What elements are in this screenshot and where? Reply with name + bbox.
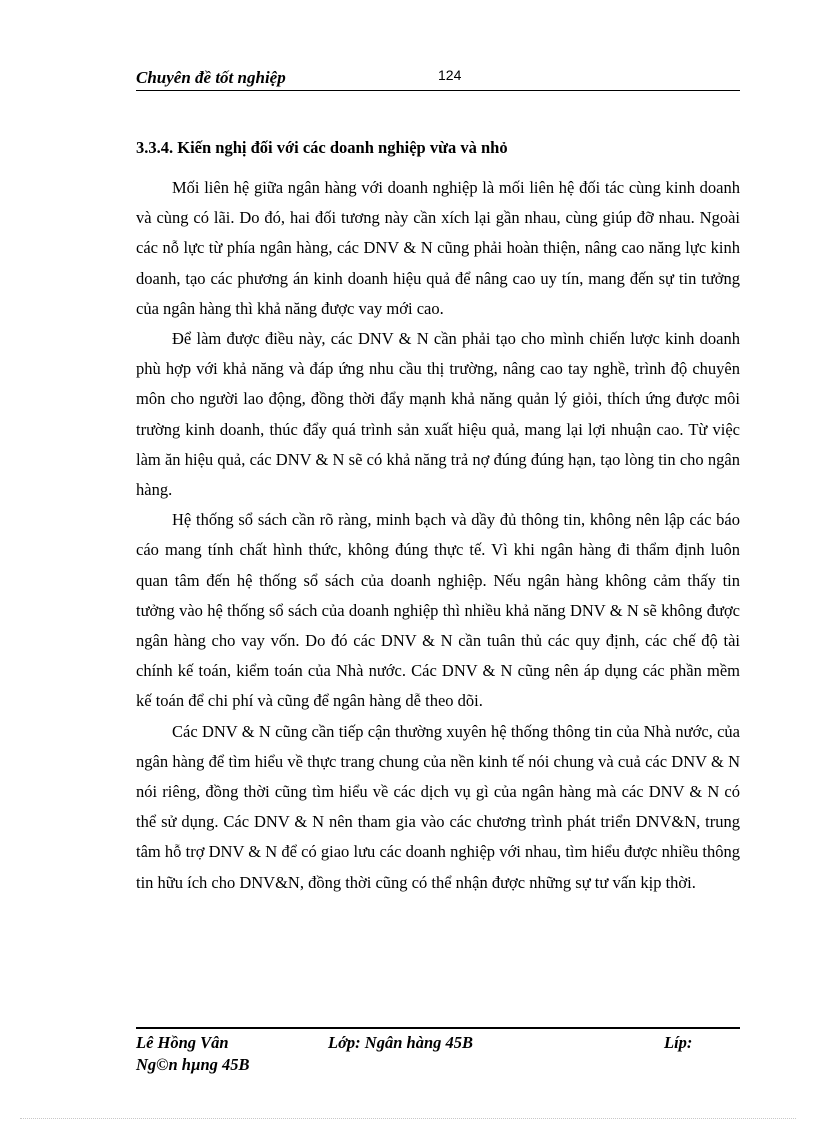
- footer-lip-label: Líp:: [664, 1033, 693, 1052]
- section-heading: 3.3.4. Kiến nghị đối với các doanh nghiệp vừa và nhỏ: [136, 138, 508, 157]
- footer-author: Lê Hồng Vân: [136, 1033, 229, 1052]
- footer-class-encoded: Ng©n hµng 45B: [136, 1055, 250, 1074]
- paragraph: Mối liên hệ giữa ngân hàng với doanh nghiệp là mối liên hệ đối tác cùng kinh doanh và cùng có lãi. Do đó, hai đối tương này cần xích lại gần nhau, cùng giúp đỡ nhau. Ngoài các nỗ lực từ phía ngân hàng, các DNV & N cũng phải hoàn thiện, nâng cao năng lực kinh doanh, tạo các phương án kinh doanh hiệu quả để nâng cao uy tín, mang đến sự tin tưởng của ngân hàng thì khả năng được vay mới cao.: [136, 178, 740, 318]
- page-number: 124: [438, 67, 462, 83]
- footer-divider: [136, 1027, 740, 1029]
- paragraph: Các DNV & N cũng cần tiếp cận thường xuyên hệ thống thông tin của Nhà nước, của ngân hàng để tìm hiểu về thực trang chung của nền kinh tế nói chung và cuả các DNV & N nói riêng, đồng thời cũng tìm hiểu về các dịch vụ gì của ngân hàng mà các DNV & N có thể sử dụng. Các DNV & N nên tham gia vào các chương trình phát triển DNV&N, trung tâm hỗ trợ DNV & N để có giao lưu các doanh nghiệp với nhau, tìm hiểu được nhiều thông tin hữu ích cho DNV&N, đồng thời cũng có thể nhận được những sự tư vấn kịp thời.: [136, 721, 740, 892]
- body-text: [136, 173, 740, 898]
- header-title: Chuyên đề tốt nghiệp: [136, 68, 286, 87]
- paragraph: Để làm được điều này, các DNV & N cần phải tạo cho mình chiến lược kinh doanh phù hợp với khả năng và đáp ứng nhu cầu thị trường, nâng cao tay nghề, trình độ chuyên môn cho người lao động, đồng thời đẩy mạnh khả năng quản lý giỏi, thích ứng được môi trường kinh doanh, thúc đẩy quá trình sản xuất hiệu quả, mang lại lợi nhuận cao. Từ việc làm ăn hiệu quả, các DNV & N sẽ có khả năng trả nợ đúng đúng hạn, tạo lòng tin cho ngân hàng.: [136, 329, 740, 500]
- paragraph: Hệ thống sổ sách cần rõ ràng, minh bạch và dầy đủ thông tin, không nên lập các báo cáo mang tính chất hình thức, không đúng thực tế. Vì khi ngân hàng đi thẩm định luôn quan tâm đến hệ thống sổ sách của doanh nghiệp. Nếu ngân hàng không cảm thấy tin tưởng vào hệ thống sổ sách của doanh nghiệp thì nhiều khả năng DNV & N sẽ không được ngân hàng cho vay vốn. Do đó các DNV & N cần tuân thủ các quy định, các chế độ tài chính kế toán, kiểm toán của Nhà nước. Các DNV & N cũng nên áp dụng các phần mềm kế toán để chi phí và cũng để ngân hàng dễ theo dõi.: [136, 510, 740, 711]
- page-bottom-dotted-line: [20, 1118, 796, 1119]
- page-footer: [136, 1033, 740, 1081]
- page-header: [136, 64, 740, 91]
- footer-class: Lớp: Ngân hàng 45B: [328, 1033, 474, 1052]
